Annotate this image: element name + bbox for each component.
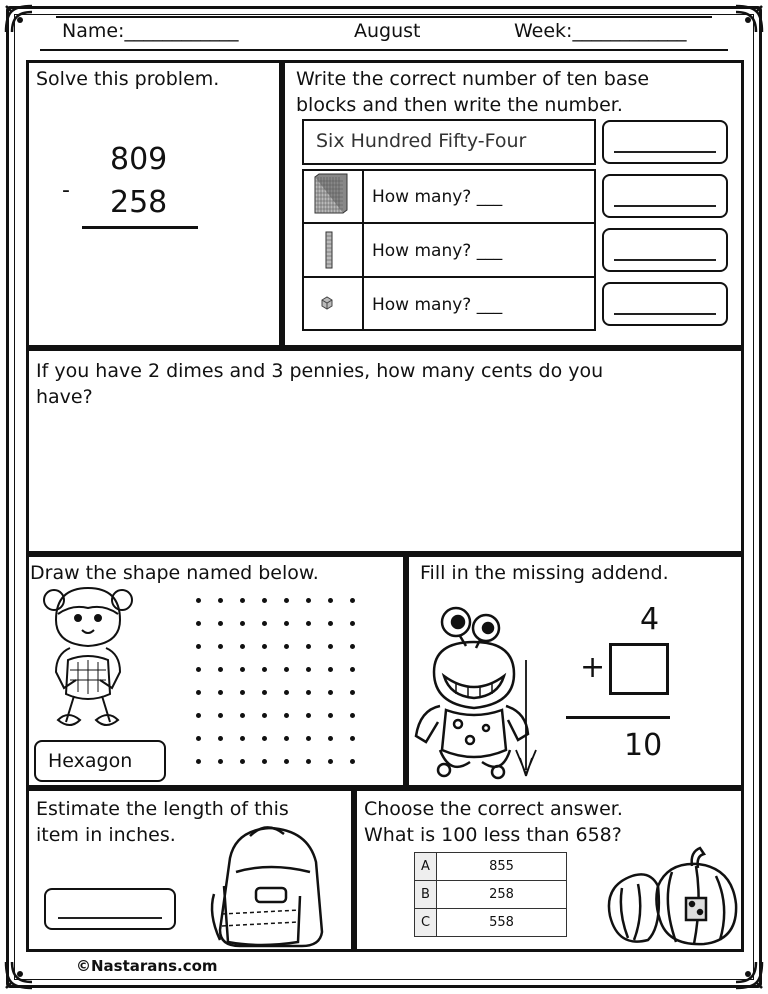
header-bottom-rule — [40, 49, 728, 51]
money-prompt-line1: If you have 2 dimes and 3 pennies, how many cents do you — [36, 360, 604, 382]
answer-line — [614, 151, 716, 153]
addend-result: 10 — [624, 728, 663, 763]
shape-name: Hexagon — [48, 750, 133, 772]
how-many-tens-label: How many? ___ — [372, 241, 503, 261]
how-many-ones-label: How many? ___ — [372, 295, 503, 315]
row-divider — [302, 222, 596, 224]
choice-value[interactable]: 558 — [437, 909, 567, 937]
choice-row[interactable] — [415, 909, 567, 937]
number-answer-box[interactable] — [602, 120, 728, 164]
answer-line — [614, 259, 716, 261]
choice-value[interactable]: 855 — [437, 853, 567, 881]
choice-row[interactable] — [415, 881, 567, 909]
money-prompt-line2: have? — [36, 386, 93, 408]
row-divider — [302, 276, 596, 278]
girl-clipart-icon — [40, 580, 136, 740]
tens-rod-icon — [322, 230, 336, 270]
hundreds-flat-icon — [312, 173, 348, 217]
backpack-clipart-icon — [200, 818, 336, 948]
addend-sum-line — [566, 716, 670, 719]
missing-addend-box[interactable] — [609, 643, 669, 695]
answer-line — [614, 205, 716, 207]
month-label: August — [354, 20, 421, 42]
how-many-hundreds-label: How many? ___ — [372, 187, 503, 207]
subtraction-prompt: Solve this problem. — [36, 68, 220, 90]
plus-sign: + — [580, 650, 606, 685]
choice-letter: A — [415, 853, 437, 881]
estimate-answer-box[interactable] — [44, 888, 176, 930]
header-top-rule — [56, 16, 712, 18]
choice-row[interactable] — [415, 853, 567, 881]
corner-swirl-icon — [2, 2, 38, 38]
estimate-prompt-line2: item in inches. — [36, 824, 176, 846]
tens-answer-box[interactable] — [602, 228, 728, 272]
choice-prompt-line2: What is 100 less than 658? — [364, 824, 622, 846]
ones-cube-icon — [320, 296, 334, 310]
shape-prompt: Draw the shape named below. — [30, 562, 319, 584]
choice-value[interactable]: 258 — [437, 881, 567, 909]
corner-swirl-icon — [730, 2, 766, 38]
corner-swirl-icon — [2, 956, 38, 992]
hundreds-answer-box[interactable] — [602, 174, 728, 218]
choice-letter: B — [415, 881, 437, 909]
addend-top-number: 4 — [640, 602, 660, 637]
ones-answer-box[interactable] — [602, 282, 728, 326]
name-field[interactable]: Name:____________ — [62, 20, 239, 42]
estimate-prompt-line1: Estimate the length of this — [36, 798, 289, 820]
subtraction-answer-line — [82, 226, 198, 229]
number-words: Six Hundred Fifty-Four — [316, 130, 527, 152]
answer-line — [58, 917, 162, 919]
corner-swirl-icon — [730, 956, 766, 992]
choice-prompt-line1: Choose the correct answer. — [364, 798, 623, 820]
minus-sign: - — [62, 178, 70, 203]
pumpkins-clipart-icon — [600, 846, 740, 948]
base-ten-prompt-line2: blocks and then write the number. — [296, 94, 623, 116]
footer-credit: ©Nastarans.com — [76, 957, 218, 975]
monster-clipart-icon — [410, 600, 550, 782]
choice-table — [414, 852, 567, 937]
base-ten-prompt-line1: Write the correct number of ten base — [296, 68, 650, 90]
subtraction-top-number: 809 — [110, 142, 168, 177]
addend-prompt: Fill in the missing addend. — [420, 562, 669, 584]
choice-letter: C — [415, 909, 437, 937]
week-field[interactable]: Week:____________ — [514, 20, 687, 42]
column-divider — [362, 169, 364, 331]
answer-line — [614, 313, 716, 315]
subtraction-bottom-number: 258 — [110, 185, 168, 220]
dot-grid[interactable] — [196, 598, 366, 768]
